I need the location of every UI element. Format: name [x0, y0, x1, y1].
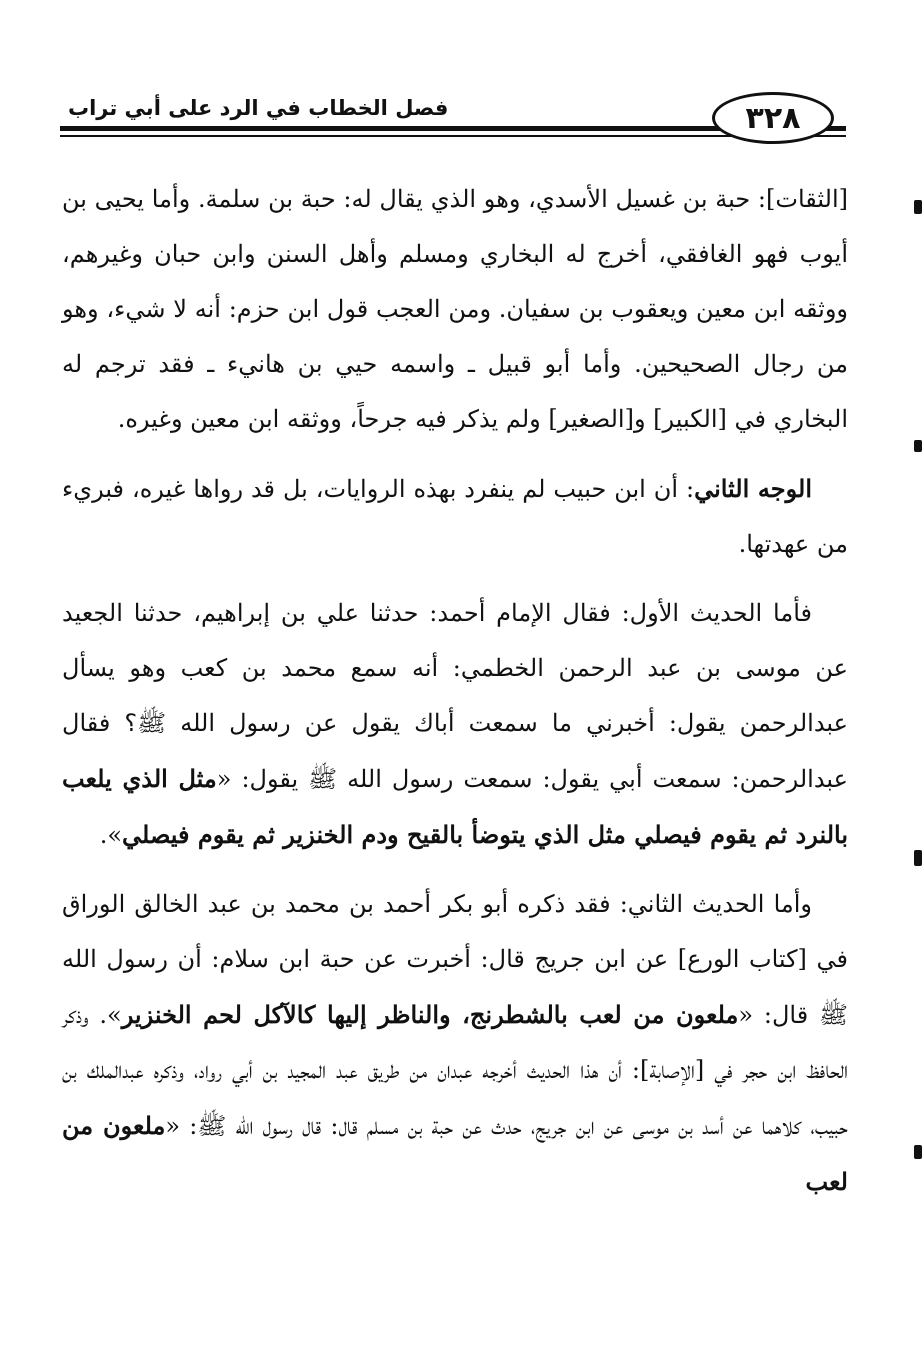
text-segment: [الثقات]: حبة بن غسيل الأسدي، وهو الذي يقال له: حبة بن سلمة. وأما يحيى بن أيوب فهو الغافقي، أخرج له البخاري ومسلم وأهل السنن وابن حبان وغيرهم، ووثقه ابن معين ويعقوب بن سفيان. ومن العجب قول ابن حزم: أنه لا شيء، وهو من رجال الصحيحين. وأما أبو قبيل ـ واسمه حيي بن هانيء ـ فقد ترجم له البخاري في [الكبير] و[الصغير] ولم يذكر فيه جرحاً، ووثقه ابن معين وغيره. [62, 185, 849, 433]
paragraph-2 [62, 461, 848, 572]
hadith-quote: ملعون من لعب [62, 1111, 848, 1196]
book-title: فصل الخطاب في الرد على أبي تراب [68, 96, 449, 120]
hadith-quote: ملعون من لعب بالشطرنج، والناظر إليها كالآكل لحم الخنزير [121, 1000, 739, 1029]
text-segment: وأما الحديث الثاني: فقد ذكره أبو بكر أحمد بن محمد بن عبد الخالق الوراق في [كتاب الورع] عن ابن جريج قال: أخبرت عن حبة ابن سلام: أن رسول الله ﷺ قال: « [62, 890, 849, 1029]
text-segment: ». [99, 821, 122, 849]
page-body [62, 172, 848, 1210]
text-segment: فأما الحديث الأول: فقال الإمام أحمد: حدثنا علي بن إبراهيم، حدثنا الجعيد عن موسى بن عبد الرحمن الخطمي: أنه سمع محمد بن كعب وهو يسأل عبدالرحمن يقول: أخبرني ما سمعت أباك يقول عن رسول الله ﷺ؟ فقال عبدالرحمن: سمعت أبي يقول: سمعت رسول الله ﷺ يقول: « [62, 599, 848, 793]
text-segment: : أن ابن حبيب لم ينفرد بهذه الروايات، بل قد رواها غيره، فبريء من عهدتها. [62, 475, 848, 558]
text-segment: ». وذكر الحافظ ابن حجر في [الإصابة]: أن هذا الحديث أخرجه عبدان من طريق عبد المجيد بن أبي رواد، وذكره عبدالملك بن حبيب، كلاهما عن أسد بن موسى عن ابن جريج، حدث عن حبة بن مسلم قال: قال رسول الله ﷺ: « [62, 1001, 848, 1140]
scan-margin-mark [914, 440, 922, 452]
scan-margin-mark [914, 850, 922, 866]
section-heading-second-aspect: الوجه الثاني [694, 474, 813, 503]
running-header [60, 84, 846, 146]
page-number: ٣٢٨ [712, 92, 834, 144]
paragraph-4 [62, 877, 848, 1210]
paragraph-1 [62, 172, 848, 447]
scan-margin-mark [914, 1145, 922, 1159]
hadith-quote: مثل الذي يلعب بالنرد ثم يقوم فيصلي مثل الذي يتوضأ بالقيح ودم الخنزير ثم يقوم فيصلي [62, 764, 848, 849]
scan-margin-mark [914, 200, 922, 214]
paragraph-3 [62, 586, 848, 863]
